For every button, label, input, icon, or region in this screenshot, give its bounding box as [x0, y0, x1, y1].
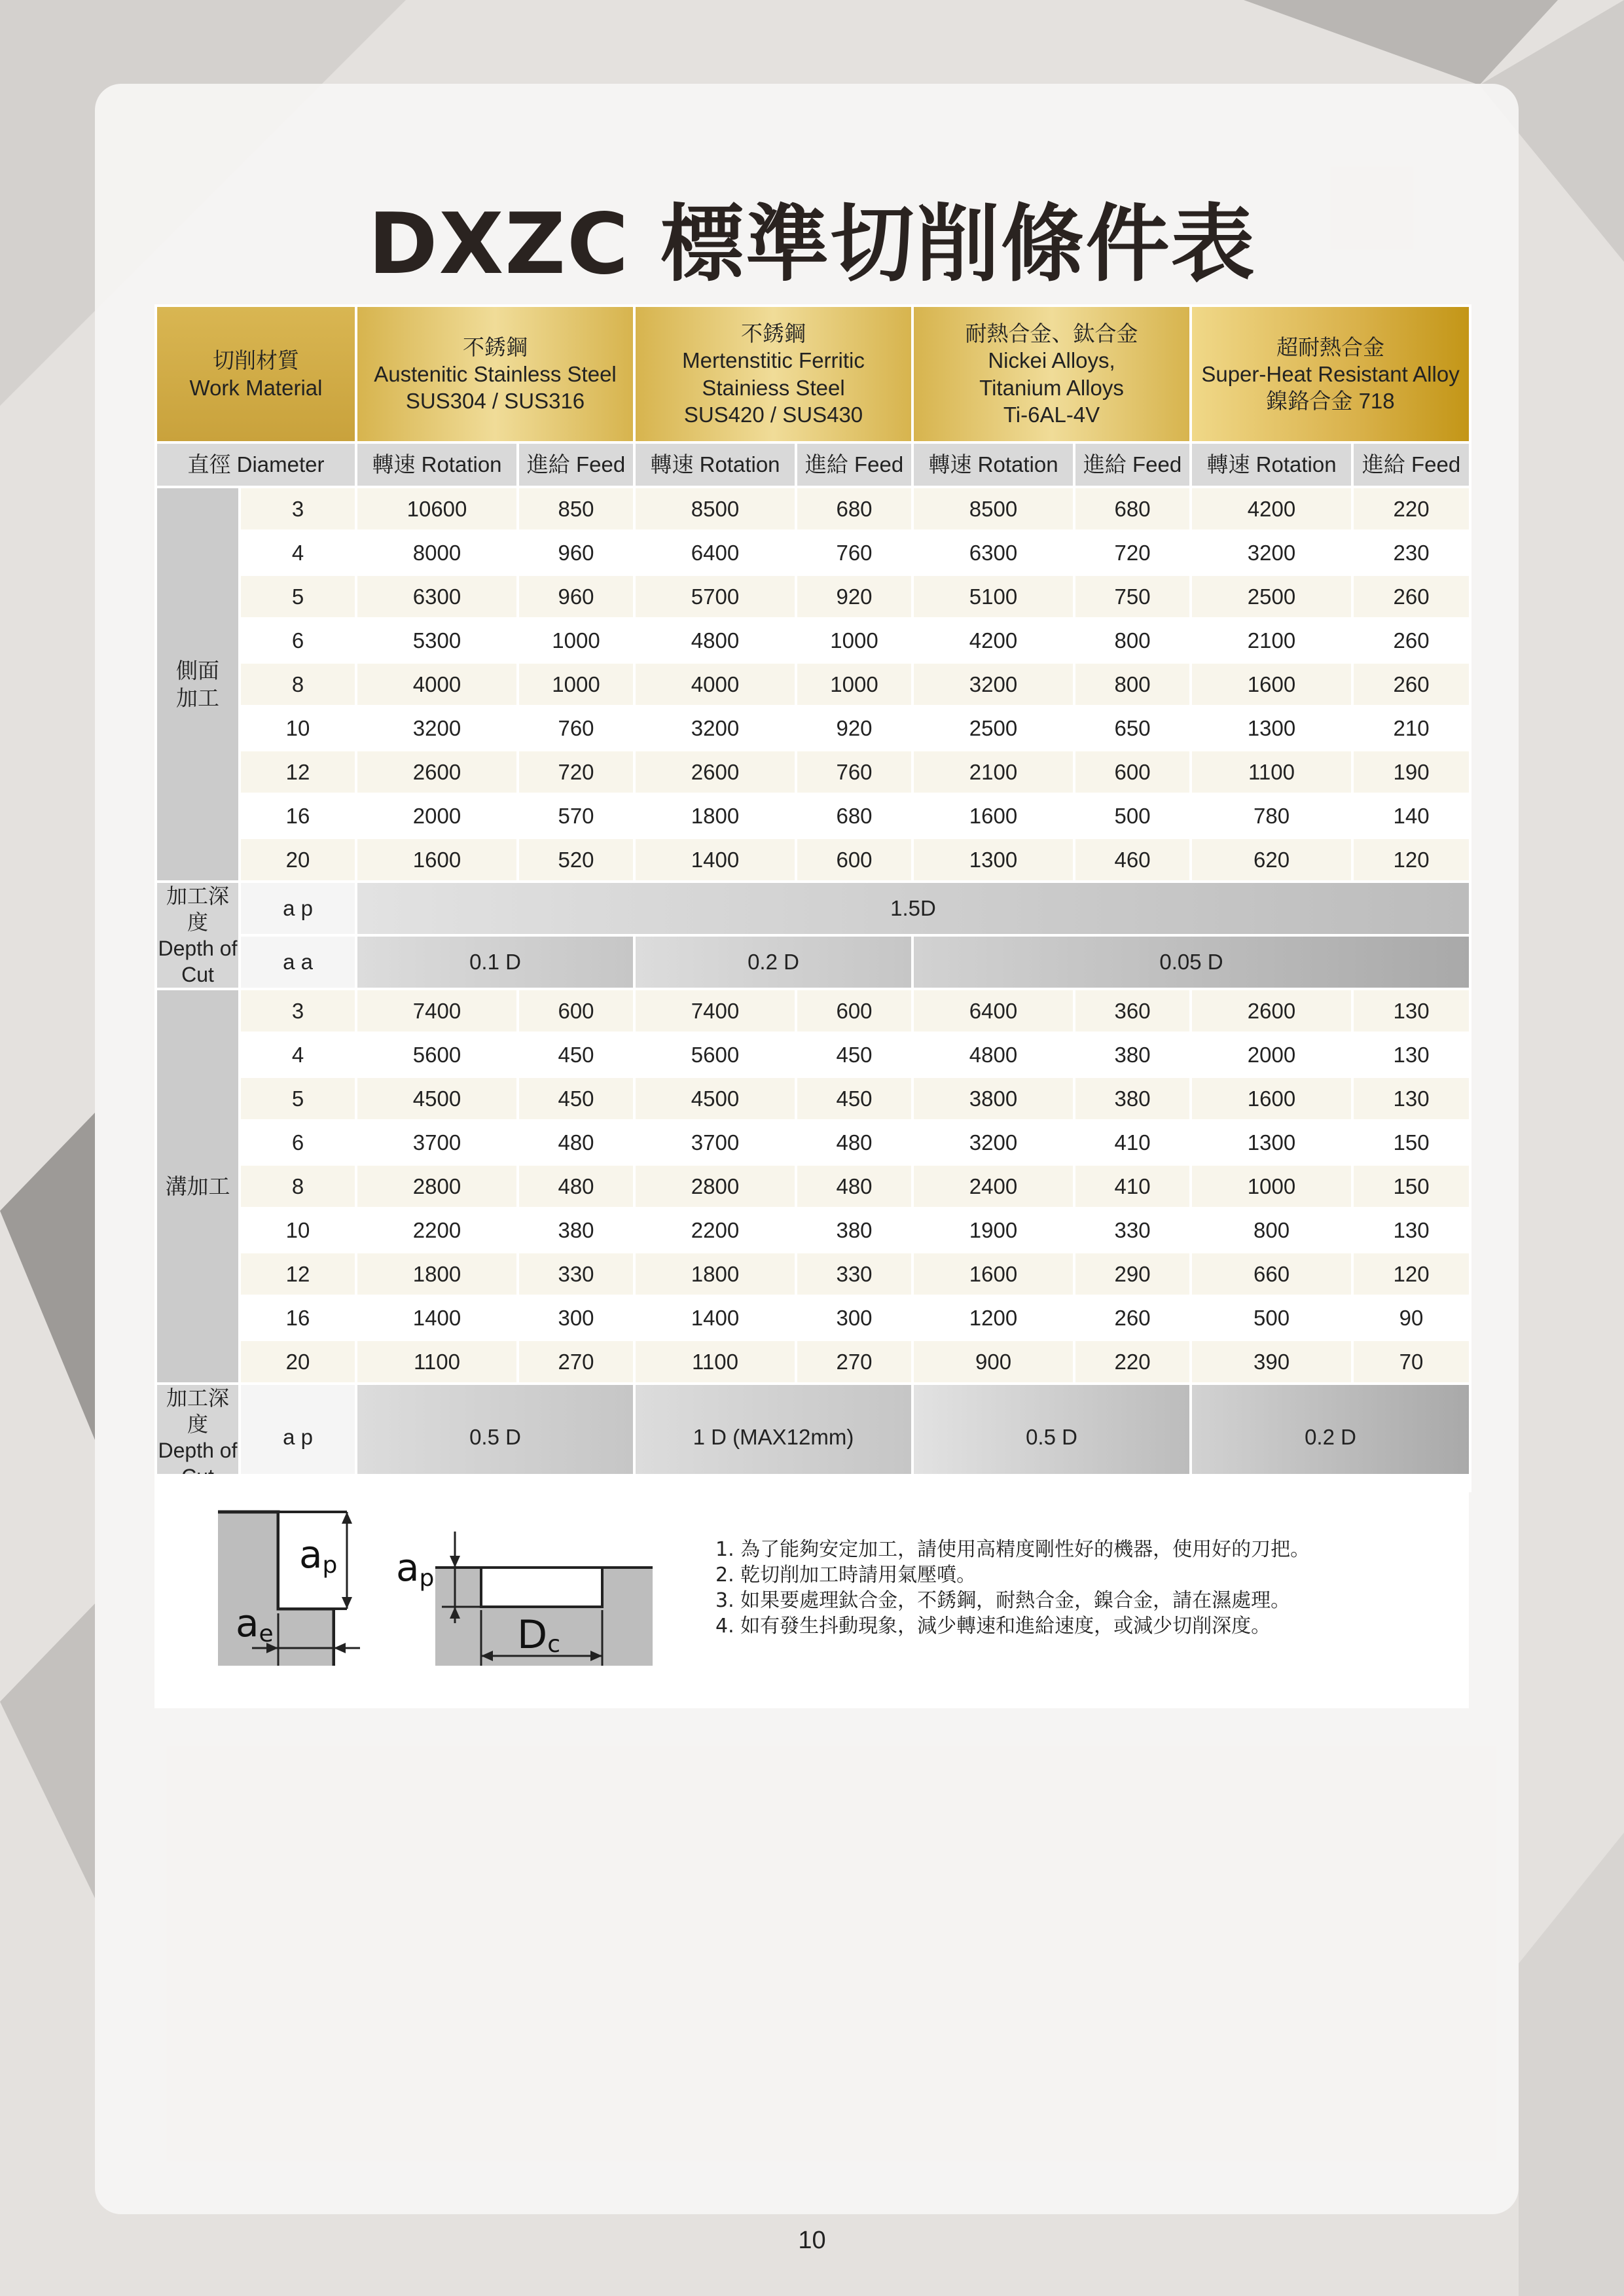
feed-cell: 480: [796, 1164, 912, 1208]
feed-cell: 380: [1074, 1077, 1191, 1121]
side-aa-value: 0.2 D: [634, 935, 912, 989]
feed-cell: 270: [796, 1340, 912, 1384]
rotation-header: 轉速 Rotation: [634, 442, 796, 487]
feed-cell: 450: [518, 1033, 634, 1077]
feed-cell: 130: [1352, 1208, 1470, 1252]
feed-cell: 300: [518, 1296, 634, 1340]
feed-cell: 460: [1074, 838, 1191, 882]
feed-cell: 480: [796, 1121, 912, 1164]
rotation-cell: 1400: [634, 1296, 796, 1340]
feed-cell: 70: [1352, 1340, 1470, 1384]
feed-cell: 760: [518, 706, 634, 750]
note-item: 4. 如有發生抖動現象，減少轉速和進給速度，或減少切削深度。: [715, 1615, 1271, 1638]
rotation-cell: 4200: [1191, 487, 1352, 531]
rotation-cell: 2200: [634, 1208, 796, 1252]
rotation-cell: 3200: [1191, 531, 1352, 575]
feed-cell: 600: [518, 989, 634, 1033]
rotation-cell: 3200: [634, 706, 796, 750]
rotation-cell: 1200: [912, 1296, 1074, 1340]
slot-row: [156, 1252, 1470, 1296]
rotation-cell: 1800: [356, 1252, 518, 1296]
feed-cell: 190: [1352, 750, 1470, 794]
feed-cell: 500: [1074, 794, 1191, 838]
feed-cell: 380: [1074, 1033, 1191, 1077]
diameter-cell: 5: [240, 1077, 356, 1121]
diameter-cell: 3: [240, 487, 356, 531]
slot-ap-value: 0.2 D: [1191, 1384, 1470, 1491]
feed-cell: 520: [518, 838, 634, 882]
dc-symbol: Dc: [517, 1612, 560, 1658]
slot-ap-value: 0.5 D: [912, 1384, 1191, 1491]
side-aa-value: 0.05 D: [912, 935, 1470, 989]
feed-cell: 1000: [796, 662, 912, 706]
rotation-cell: 1900: [912, 1208, 1074, 1252]
diameter-cell: 20: [240, 838, 356, 882]
rotation-cell: 1100: [356, 1340, 518, 1384]
diameter-header: 直徑 Diameter: [156, 442, 356, 487]
feed-cell: 800: [1074, 619, 1191, 662]
slot-row: [156, 1340, 1470, 1384]
feed-cell: 480: [518, 1121, 634, 1164]
diameter-cell: 12: [240, 750, 356, 794]
feed-header: 進給 Feed: [1352, 442, 1470, 487]
feed-cell: 750: [1074, 575, 1191, 619]
side-row: [156, 531, 1470, 575]
slot-milling-figure: [396, 1532, 653, 1666]
feed-cell: 150: [1352, 1164, 1470, 1208]
rotation-cell: 780: [1191, 794, 1352, 838]
side-aa-value: 0.1 D: [356, 935, 634, 989]
side-ap-label: a p: [240, 882, 356, 935]
rotation-cell: 500: [1191, 1296, 1352, 1340]
rotation-cell: 5700: [634, 575, 796, 619]
feed-cell: 210: [1352, 706, 1470, 750]
rotation-cell: 2600: [1191, 989, 1352, 1033]
side-row: [156, 575, 1470, 619]
rotation-cell: 5300: [356, 619, 518, 662]
slot-section-label: 溝加工: [156, 989, 240, 1384]
diameter-cell: 4: [240, 1033, 356, 1077]
diameter-cell: 8: [240, 662, 356, 706]
feed-cell: 720: [1074, 531, 1191, 575]
feed-cell: 410: [1074, 1121, 1191, 1164]
page-number: 10: [798, 2227, 826, 2254]
side-row: [156, 838, 1470, 882]
rotation-cell: 7400: [634, 989, 796, 1033]
rotation-cell: 2800: [356, 1164, 518, 1208]
rotation-cell: 800: [1191, 1208, 1352, 1252]
feed-cell: 960: [518, 575, 634, 619]
rotation-cell: 3200: [912, 662, 1074, 706]
feed-cell: 380: [518, 1208, 634, 1252]
feed-cell: 130: [1352, 1077, 1470, 1121]
diameter-cell: 8: [240, 1164, 356, 1208]
slot-row: [156, 1033, 1470, 1077]
feed-cell: 450: [796, 1077, 912, 1121]
feed-cell: 850: [518, 487, 634, 531]
cutting-conditions-table: [154, 304, 1471, 1492]
notes-list: [715, 1537, 1435, 1639]
rotation-cell: 3700: [634, 1121, 796, 1164]
side-depth-of-cut-label: 加工深度 Depth of Cut: [156, 882, 240, 989]
side-ap-value: 1.5D: [356, 882, 1470, 935]
rotation-cell: 4800: [634, 619, 796, 662]
rotation-cell: 620: [1191, 838, 1352, 882]
feed-cell: 760: [796, 531, 912, 575]
feed-cell: 450: [518, 1077, 634, 1121]
feed-cell: 360: [1074, 989, 1191, 1033]
slot-row: [156, 1296, 1470, 1340]
feed-cell: 570: [518, 794, 634, 838]
diameter-cell: 16: [240, 794, 356, 838]
feed-cell: 270: [518, 1340, 634, 1384]
rotation-cell: 2400: [912, 1164, 1074, 1208]
diameter-cell: 16: [240, 1296, 356, 1340]
feed-header: 進給 Feed: [518, 442, 634, 487]
rotation-cell: 4200: [912, 619, 1074, 662]
rotation-cell: 2200: [356, 1208, 518, 1252]
rotation-cell: 4000: [356, 662, 518, 706]
feed-cell: 90: [1352, 1296, 1470, 1340]
side-row: [156, 487, 1470, 531]
rotation-cell: 2600: [634, 750, 796, 794]
slot-row: [156, 1164, 1470, 1208]
feed-header: 進給 Feed: [796, 442, 912, 487]
rotation-cell: 1100: [1191, 750, 1352, 794]
side-row: [156, 706, 1470, 750]
cutting-depth-diagram: [213, 1505, 664, 1682]
rotation-cell: 1300: [1191, 706, 1352, 750]
feed-cell: 130: [1352, 1033, 1470, 1077]
work-material-header: 切削材質 Work Material: [156, 306, 356, 442]
feed-cell: 260: [1352, 662, 1470, 706]
rotation-cell: 5100: [912, 575, 1074, 619]
feed-cell: 480: [518, 1164, 634, 1208]
feed-cell: 260: [1074, 1296, 1191, 1340]
rotation-cell: 1000: [1191, 1164, 1352, 1208]
side-row: [156, 662, 1470, 706]
rotation-cell: 1400: [634, 838, 796, 882]
feed-cell: 600: [1074, 750, 1191, 794]
ap-symbol: ap: [396, 1545, 435, 1592]
rotation-cell: 6400: [912, 989, 1074, 1033]
rotation-cell: 5600: [356, 1033, 518, 1077]
feed-cell: 920: [796, 575, 912, 619]
side-row: [156, 619, 1470, 662]
rotation-header: 轉速 Rotation: [912, 442, 1074, 487]
feed-cell: 410: [1074, 1164, 1191, 1208]
rotation-cell: 900: [912, 1340, 1074, 1384]
note-item: 1. 為了能夠安定加工，請使用高精度剛性好的機器，使用好的刀把。: [715, 1538, 1310, 1561]
diameter-cell: 10: [240, 706, 356, 750]
feed-cell: 1000: [518, 619, 634, 662]
feed-cell: 330: [1074, 1208, 1191, 1252]
rotation-cell: 1800: [634, 1252, 796, 1296]
rotation-cell: 660: [1191, 1252, 1352, 1296]
rotation-cell: 2100: [1191, 619, 1352, 662]
material-header-super-heat: 超耐熱合金 Super-Heat Resistant Alloy 鎳鉻合金 718: [1191, 306, 1470, 442]
rotation-header: 轉速 Rotation: [356, 442, 518, 487]
feed-cell: 330: [796, 1252, 912, 1296]
rotation-cell: 1100: [634, 1340, 796, 1384]
rotation-cell: 3800: [912, 1077, 1074, 1121]
slot-depth-of-cut-label: 加工深度 Depth of: [156, 1384, 240, 1491]
feed-cell: 260: [1352, 575, 1470, 619]
rotation-cell: 3200: [356, 706, 518, 750]
rotation-cell: 2600: [356, 750, 518, 794]
rotation-cell: 1600: [912, 1252, 1074, 1296]
rotation-cell: 390: [1191, 1340, 1352, 1384]
diameter-cell: 4: [240, 531, 356, 575]
feed-cell: 800: [1074, 662, 1191, 706]
feed-cell: 680: [796, 794, 912, 838]
diameter-cell: 5: [240, 575, 356, 619]
slot-row: [156, 1208, 1470, 1252]
side-milling-section: [156, 487, 1470, 882]
feed-cell: 260: [1352, 619, 1470, 662]
diameter-cell: 6: [240, 1121, 356, 1164]
page-title: DXZC 標準切削條件表: [368, 196, 1256, 293]
rotation-cell: 4000: [634, 662, 796, 706]
feed-cell: 220: [1352, 487, 1470, 531]
feed-cell: 920: [796, 706, 912, 750]
feed-cell: 230: [1352, 531, 1470, 575]
side-section-label: 側面 加工: [156, 487, 240, 882]
rotation-cell: 8000: [356, 531, 518, 575]
rotation-cell: 6400: [634, 531, 796, 575]
rotation-cell: 3700: [356, 1121, 518, 1164]
rotation-cell: 1400: [356, 1296, 518, 1340]
feed-cell: 760: [796, 750, 912, 794]
slot-ap-value: 0.5 D: [356, 1384, 634, 1491]
rotation-cell: 1600: [1191, 662, 1352, 706]
feed-cell: 600: [796, 838, 912, 882]
feed-cell: 600: [796, 989, 912, 1033]
rotation-cell: 2500: [912, 706, 1074, 750]
material-header-martensitic: 不銹鋼 Mertenstitic Ferritic Stainiess Steel SUS420 / SUS430: [634, 306, 912, 442]
slot-ap-value: 1 D (MAX12mm): [634, 1384, 912, 1491]
feed-cell: 1000: [796, 619, 912, 662]
feed-cell: 330: [518, 1252, 634, 1296]
feed-cell: 220: [1074, 1340, 1191, 1384]
rotation-cell: 7400: [356, 989, 518, 1033]
material-header-nickel-titanium: 耐熱合金、鈦合金 Nickei Alloys, Titanium Alloys Ti-6AL-4V: [912, 306, 1191, 442]
feed-cell: 680: [1074, 487, 1191, 531]
diameter-cell: 3: [240, 989, 356, 1033]
rotation-cell: 2100: [912, 750, 1074, 794]
diameter-cell: 10: [240, 1208, 356, 1252]
slot-row: [156, 989, 1470, 1033]
slot-milling-section: [156, 989, 1470, 1384]
rotation-cell: 2000: [1191, 1033, 1352, 1077]
feed-cell: 120: [1352, 838, 1470, 882]
note-item: 2. 乾切削加工時請用氣壓噴。: [715, 1564, 977, 1587]
rotation-cell: 1800: [634, 794, 796, 838]
feed-cell: 380: [796, 1208, 912, 1252]
rotation-cell: 2800: [634, 1164, 796, 1208]
rotation-cell: 2500: [1191, 575, 1352, 619]
rotation-cell: 4500: [356, 1077, 518, 1121]
rotation-cell: 4500: [634, 1077, 796, 1121]
rotation-cell: 10600: [356, 487, 518, 531]
feed-cell: 680: [796, 487, 912, 531]
rotation-cell: 3200: [912, 1121, 1074, 1164]
rotation-cell: 8500: [912, 487, 1074, 531]
rotation-cell: 4800: [912, 1033, 1074, 1077]
side-aa-label: a a: [240, 935, 356, 989]
feed-cell: 450: [796, 1033, 912, 1077]
feed-cell: 720: [518, 750, 634, 794]
slot-row: [156, 1077, 1470, 1121]
ap-symbol: ap: [299, 1532, 338, 1579]
rotation-cell: 8500: [634, 487, 796, 531]
side-milling-figure: [218, 1512, 360, 1666]
slot-row: [156, 1121, 1470, 1164]
diameter-cell: 12: [240, 1252, 356, 1296]
feed-cell: 290: [1074, 1252, 1191, 1296]
rotation-cell: 6300: [356, 575, 518, 619]
rotation-header: 轉速 Rotation: [1191, 442, 1352, 487]
rotation-cell: 1600: [912, 794, 1074, 838]
diameter-cell: 20: [240, 1340, 356, 1384]
feed-header: 進給 Feed: [1074, 442, 1191, 487]
feed-cell: 140: [1352, 794, 1470, 838]
feed-cell: 960: [518, 531, 634, 575]
feed-cell: 120: [1352, 1252, 1470, 1296]
rotation-cell: 6300: [912, 531, 1074, 575]
slot-ap-label: a p: [240, 1384, 356, 1491]
rotation-cell: 2000: [356, 794, 518, 838]
feed-cell: 1000: [518, 662, 634, 706]
diameter-cell: 6: [240, 619, 356, 662]
side-row: [156, 794, 1470, 838]
rotation-cell: 5600: [634, 1033, 796, 1077]
feed-cell: 150: [1352, 1121, 1470, 1164]
rotation-cell: 1300: [1191, 1121, 1352, 1164]
ae-symbol: ae: [236, 1601, 274, 1647]
feed-cell: 300: [796, 1296, 912, 1340]
material-header-austenitic: 不銹鋼 Austenitic Stainless Steel SUS304 / SUS316: [356, 306, 634, 442]
rotation-cell: 1300: [912, 838, 1074, 882]
note-item: 3. 如果要處理鈦合金，不銹鋼，耐熱合金，鎳合金，請在濕處理。: [715, 1589, 1291, 1612]
side-row: [156, 750, 1470, 794]
rotation-cell: 1600: [356, 838, 518, 882]
rotation-cell: 1600: [1191, 1077, 1352, 1121]
feed-cell: 130: [1352, 989, 1470, 1033]
feed-cell: 650: [1074, 706, 1191, 750]
